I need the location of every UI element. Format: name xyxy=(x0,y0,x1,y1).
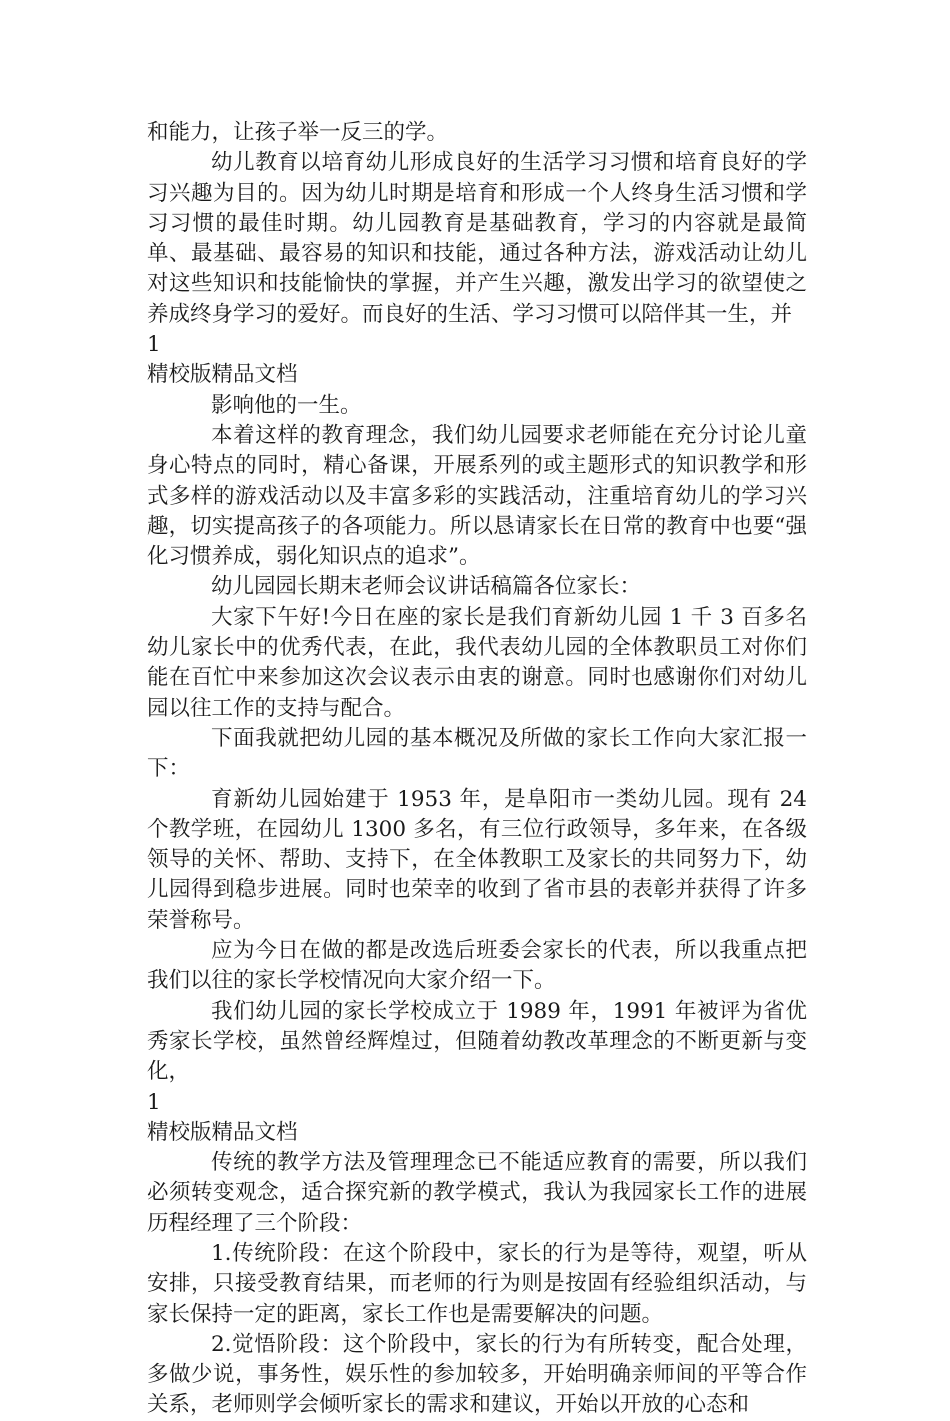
paragraph: 传统的教学方法及管理理念已不能适应教育的需要，所以我们必须转变观念，适合探究新的教学模式，我认为我园家长工作的进展历程经理了三个阶段： xyxy=(147,1150,807,1236)
document-body xyxy=(147,118,807,1421)
paragraph: 幼儿园园长期末老师会议讲话稿篇各位家长： xyxy=(211,574,642,600)
paragraph: 和能力，让孩子举一反三的学。 xyxy=(147,120,449,145)
paragraph: 本着这样的教育理念，我们幼儿园要求老师能在充分讨论儿童身心特点的同时，精心备课，开展系列的或主题形式的知识教学和形式多样的游戏活动以及丰富多彩的实践活动，注重培育幼儿的学习兴趣，切实提高孩子的各项能力。所以恳请家长在日常的教育中也要“强化习惯养成，弱化知识点的追求”。 xyxy=(147,422,807,570)
watermark-label: 精校版精品文档 xyxy=(147,362,298,388)
paragraph: 大家下午好!今日在座的家长是我们育新幼儿园 1 千 3 百多名幼儿家长中的优秀代表，在此，我代表幼儿园的全体教职员工对你们能在百忙中来参加这次会议表示由衷的谢意。同时也感谢你们对幼儿园以往工作的支持与配合。 xyxy=(147,604,807,721)
paragraph: 应为今日在做的都是改选后班委会家长的代表，所以我重点把我们以往的家长学校情况向大家介绍一下。 xyxy=(147,938,807,994)
paragraph: 幼儿教育以培育幼儿形成良好的生活学习习惯和培育良好的学习兴趣为目的。因为幼儿时期是培育和形成一个人终身生活习惯和学习习惯的最佳时期。幼儿园教育是基础教育，学习的内容就是最简单、最基础、最容易的知识和技能，通过各种方法，游戏活动让幼儿对这些知识和技能愉快的掌握，并产生兴趣，激发出学习的欲望使之养成终身学习的爱好。而良好的生活、学习习惯可以陪伴其一生，并 xyxy=(147,150,807,327)
paragraph: 下面我就把幼儿园的基本概况及所做的家长工作向大家汇报一下： xyxy=(147,725,807,782)
page-number: 1 xyxy=(147,332,161,358)
paragraph: 2.觉悟阶段：这个阶段中，家长的行为有所转变，配合处理，多做少说，事务性，娱乐性的参加较多，开始明确亲师间的平等合作关系，老师则学会倾听家长的需求和建议，开始以开放的心态和 xyxy=(147,1331,807,1418)
paragraph: 影响他的一生。 xyxy=(211,392,362,418)
paragraph: 1.传统阶段：在这个阶段中，家长的行为是等待，观望，听从安排，只接受教育结果，而老师的行为则是按固有经验组织活动，与家长保持一定的距离，家长工作也是需要解决的问题。 xyxy=(147,1240,807,1327)
paragraph: 育新幼儿园始建于 1953 年，是阜阳市一类幼儿园。现有 24 个教学班，在园幼儿 1300 多名，有三位行政领导，多年来，在各级领导的关怀、帮助、支持下，在全体教职工及家长的共同努力下，幼儿园得到稳步进展。同时也荣幸的收到了省市县的表彰并获得了许多荣誉称号。 xyxy=(147,786,807,933)
page-number: 1 xyxy=(147,1089,161,1115)
paragraph: 我们幼儿园的家长学校成立于 1989 年，1991 年被评为省优秀家长学校，虽然曾经辉煌过，但随着幼教改革理念的不断更新与变化， xyxy=(147,998,807,1085)
watermark-label: 精校版精品文档 xyxy=(147,1119,298,1145)
